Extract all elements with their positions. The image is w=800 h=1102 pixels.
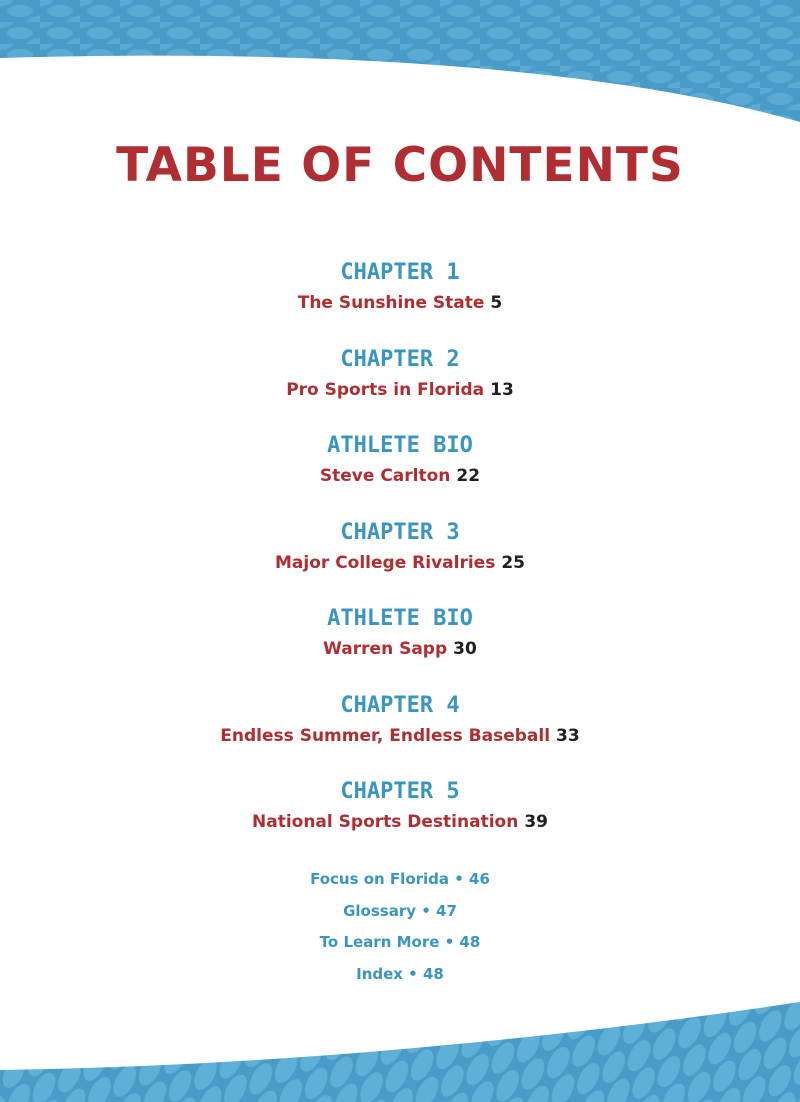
chapter-line	[0, 465, 800, 487]
page-title: TABLE OF CONTENTS	[116, 138, 684, 193]
toc-entry	[0, 345, 800, 432]
chapter-label: CHAPTER 2	[340, 346, 460, 372]
back-matter-list	[0, 866, 800, 992]
chapter-page-number: 22	[456, 466, 481, 486]
chapter-page-number: 30	[453, 639, 477, 659]
chapter-title: National Sports Destination	[252, 812, 519, 832]
chapter-line	[0, 811, 800, 833]
chapter-title: Pro Sports in Florida	[286, 379, 485, 400]
chapter-page-number: 5	[490, 293, 503, 313]
back-matter-item: Focus on Florida • 46	[310, 870, 490, 888]
toc-entry	[0, 518, 800, 605]
chapter-label: ATHLETE BIO	[327, 606, 473, 631]
chapter-title: Warren Sapp	[323, 639, 448, 659]
chapter-title: Endless Summer, Endless Baseball	[220, 725, 551, 746]
table-of-contents	[0, 258, 800, 864]
chapter-page-number: 39	[524, 812, 548, 832]
chapter-line	[0, 725, 800, 747]
chapter-page-number: 33	[556, 725, 580, 746]
back-matter-item: Index • 48	[356, 964, 444, 983]
chapter-title: The Sunshine State	[297, 293, 485, 313]
chapter-label: CHAPTER 4	[340, 692, 460, 718]
chapter-line	[0, 638, 800, 660]
chapter-label: ATHLETE BIO	[327, 433, 473, 458]
chapter-label: CHAPTER 5	[340, 779, 460, 804]
toc-entry	[0, 777, 800, 864]
chapter-page-number: 25	[501, 552, 525, 573]
toc-entry	[0, 604, 800, 691]
back-matter-item: To Learn More • 48	[319, 933, 481, 951]
top-wave-decoration	[0, 0, 800, 130]
chapter-label: CHAPTER 3	[340, 519, 460, 545]
toc-entry	[0, 431, 800, 518]
chapter-title: Major College Rivalries	[275, 552, 496, 573]
chapter-line	[0, 552, 800, 574]
chapter-title: Steve Carlton	[319, 466, 451, 486]
back-matter-item: Glossary • 47	[343, 901, 457, 920]
bottom-wave-decoration	[0, 990, 800, 1102]
toc-entry	[0, 691, 800, 778]
chapter-line	[0, 379, 800, 401]
chapter-label: CHAPTER 1	[340, 260, 460, 285]
chapter-page-number: 13	[490, 379, 514, 400]
chapter-line	[0, 292, 800, 314]
toc-entry	[0, 258, 800, 345]
